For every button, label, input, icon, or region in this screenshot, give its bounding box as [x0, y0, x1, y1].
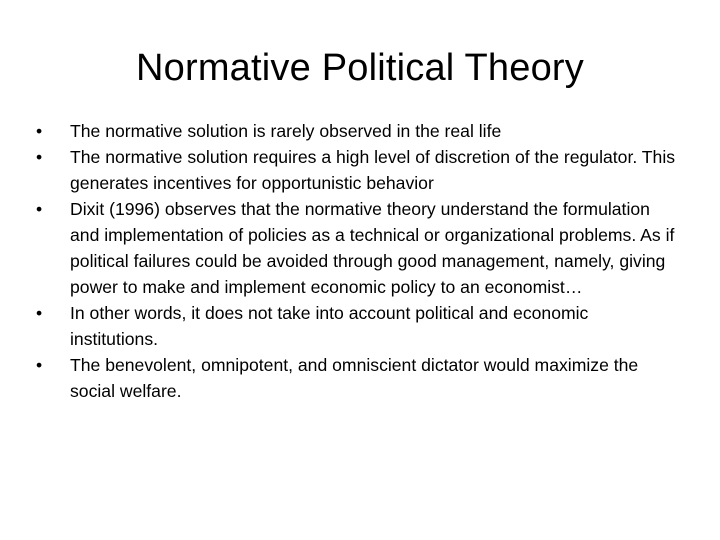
bullet-item: [36, 352, 676, 404]
bullet-marker: •: [36, 355, 43, 375]
bullet-text: In other words, it does not take into account political and economic institutions.: [70, 303, 589, 349]
bullet-marker: •: [36, 303, 43, 323]
bullet-item: [36, 300, 676, 352]
bullet-list: [36, 118, 676, 404]
bullet-marker: •: [36, 147, 43, 167]
bullet-text: The normative solution requires a high level of discretion of the regulator. This generates incentives for opportunistic behavior: [70, 147, 676, 193]
bullet-text: The normative solution is rarely observed in the real life: [70, 121, 502, 141]
bullet-text: The benevolent, omnipotent, and omniscient dictator would maximize the social welfare.: [70, 355, 639, 401]
bullet-marker: •: [36, 199, 43, 219]
bullet-item: [36, 144, 676, 196]
slide-title: Normative Political Theory: [136, 47, 584, 89]
bullet-marker: •: [36, 121, 43, 141]
bullet-item: [36, 196, 676, 300]
bullet-item: [36, 118, 676, 144]
bullet-text: Dixit (1996) observes that the normative theory understand the formulation and implementation of policies as a technical or organizational problems. As if political failures could be avoided through good management, namely, giving power to make and implement economic policy to an economist…: [70, 199, 675, 297]
